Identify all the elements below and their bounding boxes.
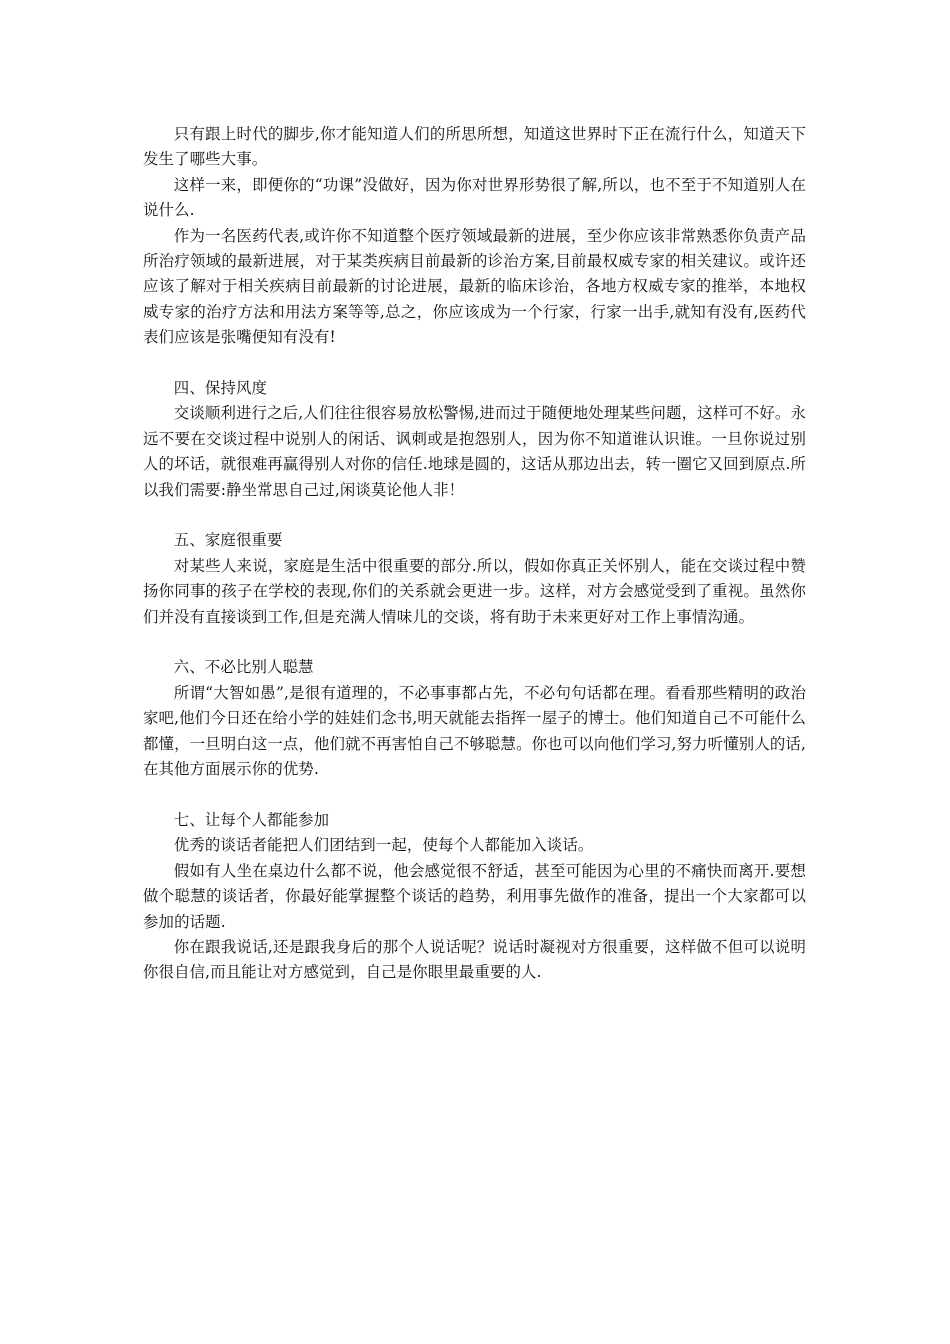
section-gap	[143, 630, 806, 655]
paragraph: 所谓“大智如愚”,是很有道理的，不必事事都占先，不必句句话都在理。看看那些精明的政治家吧,他们今日还在给小学的娃娃们念书,明天就能去指挥一屋子的博士。他们知道自己不可能什么都懂，一旦明白这一点，他们就不再害怕自己不够聪慧。你也可以向他们学习,努力听懂别人的话,在其他方面展示你的优势.	[143, 683, 806, 779]
section-heading: 六、不必比别人聪慧	[173, 658, 314, 677]
section-heading: 五、家庭很重要	[173, 531, 283, 550]
paragraph: 这样一来，即便你的“功课”没做好，因为你对世界形势很了解,所以，也不至于不知道别人在说什么.	[143, 175, 806, 220]
section-heading: 四、保持风度	[173, 379, 268, 398]
paragraph: 假如有人坐在桌边什么都不说，他会感觉很不舒适，甚至可能因为心里的不痛快而离开.要想做个聪慧的谈话者，你最好能掌握整个谈话的趋势，利用事先做作的准备，提出一个大家都可以参加的话题.	[143, 861, 806, 931]
section-gap	[143, 351, 806, 376]
paragraph: 你在跟我说话,还是跟我身后的那个人说话呢？说话时凝视对方很重要，这样做不但可以说明你很自信,而且能让对方感觉到，自己是你眼里最重要的人.	[143, 937, 806, 982]
paragraph: 优秀的谈话者能把人们团结到一起，使每个人都能加入谈话。	[173, 836, 594, 855]
paragraph: 只有跟上时代的脚步,你才能知道人们的所思所想，知道这世界时下正在流行什么，知道天下发生了哪些大事。	[143, 125, 806, 169]
section-gap	[143, 503, 806, 528]
section-heading: 七、让每个人都能参加	[173, 810, 330, 829]
paragraph: 对某些人来说，家庭是生活中很重要的部分.所以，假如你真正关怀别人，能在交谈过程中赞扬你同事的孩子在学校的表现,你们的关系就会更进一步。这样，对方会感觉受到了重视。虽然你们并没有直接谈到工作,但是充满人情味儿的交谈，将有助于未来更好对工作上事情沟通。	[143, 556, 806, 626]
section-gap	[143, 783, 806, 808]
paragraph: 交谈顺利进行之后,人们往往很容易放松警惕,进而过于随便地处理某些问题，这样可不好。永远不要在交谈过程中说别人的闲话、讽刺或是抱怨别人，因为你不知道谁认识谁。一旦你说过别人的坏话，就很难再赢得别人对你的信任.地球是圆的，这话从那边出去，转一圈它又回到原点.所以我们需要:静坐常思自己过,闲谈莫论他人非！	[143, 404, 806, 499]
document-page	[143, 122, 806, 986]
paragraph: 作为一名医药代表,或许你不知道整个医疗领域最新的进展，至少你应该非常熟悉你负责产品所治疗领域的最新进展，对于某类疾病目前最新的诊治方案,目前最权威专家的相关建议。或许还应该了解对于相关疾病目前最新的讨论进展，最新的临床诊治，各地方权威专家的推举，本地权威专家的治疗方法和用法方案等等,总之，你应该成为一个行家，行家一出手,就知有没有,医药代表们应该是张嘴便知有没有!	[143, 226, 806, 347]
